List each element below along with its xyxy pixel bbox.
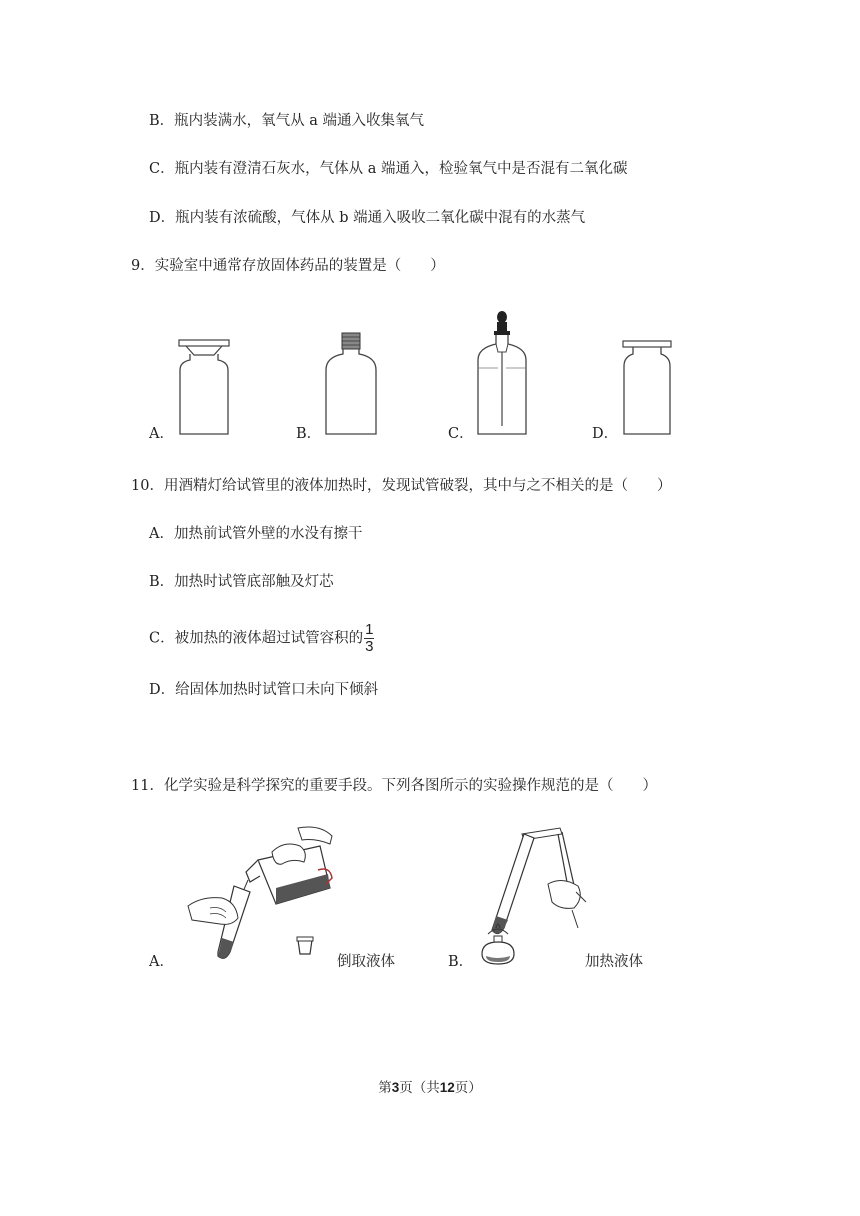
q9-label-d: D． — [592, 426, 619, 442]
q11-label-b: B． — [448, 954, 474, 970]
pouring-liquid-illustration — [180, 822, 340, 972]
q11-stem: 11．化学实验是科学探究的重要手段。下列各图所示的实验操作规范的是（ ） — [131, 778, 657, 794]
fraction-numerator: 1 — [365, 621, 374, 638]
wide-mouth-bottle-d-image — [621, 338, 673, 440]
footer-page-number: 3 — [391, 1080, 400, 1095]
wide-mouth-bottle-a-image — [176, 336, 232, 440]
narrow-mouth-bottle-b-image — [322, 330, 380, 440]
q8-option-c: C．瓶内装有澄清石灰水，气体从 a 端通入，检验氧气中是否混有二氧化碳 — [149, 161, 628, 177]
q10-option-a: A．加热前试管外壁的水没有擦干 — [149, 526, 363, 542]
q9-stem: 9．实验室中通常存放固体药品的装置是（ ） — [131, 258, 445, 274]
footer-suffix: 页） — [454, 1080, 482, 1096]
q9-label-a: A． — [149, 426, 174, 442]
q10-option-c — [149, 622, 374, 655]
footer-middle: 页（共 — [399, 1080, 440, 1096]
q9-label-c: C． — [448, 426, 474, 442]
q10-stem: 10．用酒精灯给试管里的液体加热时，发现试管破裂，其中与之不相关的是（ ） — [131, 478, 672, 494]
fraction-denominator: 3 — [365, 638, 374, 655]
q11-label-a: A． — [149, 954, 174, 970]
q11-caption-b: 加热液体 — [585, 954, 643, 970]
q10-option-b: B．加热时试管底部触及灯芯 — [149, 574, 334, 590]
q10-option-c-text: C．被加热的液体超过试管容积的 — [149, 630, 364, 647]
heating-liquid-illustration — [478, 824, 588, 974]
q9-label-b: B． — [296, 426, 322, 442]
footer-prefix: 第 — [378, 1080, 392, 1096]
page-footer — [0, 1076, 860, 1096]
q8-option-d: D．瓶内装有浓硫酸，气体从 b 端通入吸收二氧化碳中混有的水蒸气 — [149, 210, 586, 226]
q10-option-d: D．给固体加热时试管口未向下倾斜 — [149, 682, 379, 698]
q11-caption-a: 倒取液体 — [337, 954, 395, 970]
fraction-one-third — [364, 622, 374, 655]
q8-option-b: B．瓶内装满水，氧气从 a 端通入收集氧气 — [149, 113, 425, 129]
dropper-bottle-c-image — [474, 308, 530, 438]
footer-total-pages: 12 — [439, 1080, 455, 1095]
